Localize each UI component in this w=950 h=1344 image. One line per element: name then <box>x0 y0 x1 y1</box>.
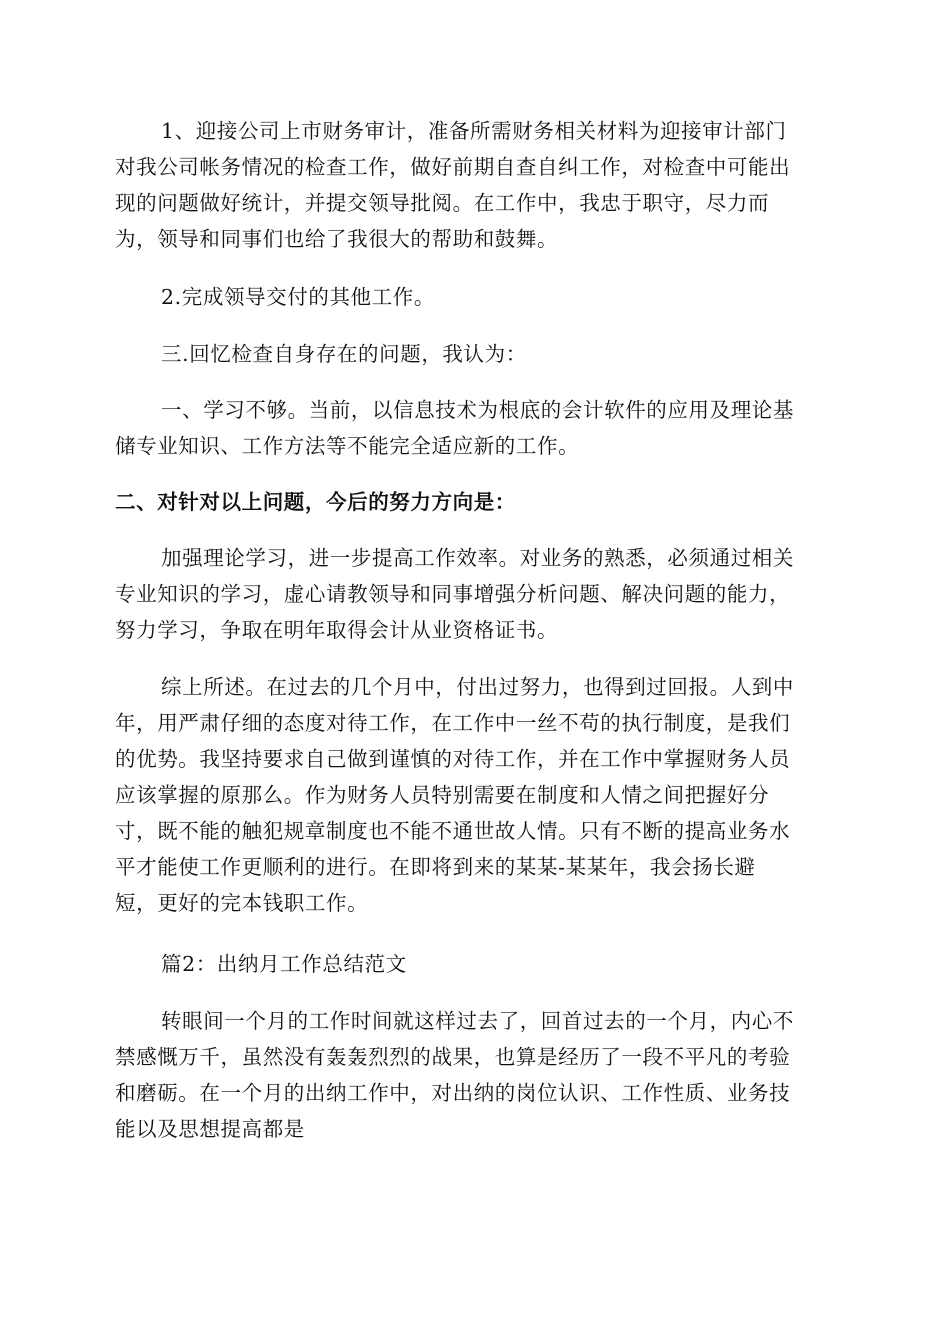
text-line: 的优势。我坚持要求自己做到谨慎的对待工作，并在工作中掌握财务人员 <box>115 747 791 771</box>
text-line: 加强理论学习，进一步提高工作效率。对业务的熟悉，必须通过相关 <box>161 546 794 570</box>
text-line: 现的问题做好统计，并提交领导批阅。在工作中，我忠于职守，尽力而 <box>115 191 770 215</box>
text-line: 为，领导和同事们也给了我很大的帮助和鼓舞。 <box>115 227 559 251</box>
paragraph-improvement <box>115 540 835 648</box>
text-line: 综上所述。在过去的几个月中，付出过努力，也得到过回报。人到中 <box>161 675 794 699</box>
article-title <box>115 946 835 982</box>
paragraph-cashier-intro <box>115 1003 835 1147</box>
text-line: 平才能使工作更顺利的进行。在即将到来的某某-某某年，我会扬长避 <box>115 855 756 879</box>
paragraph-learning <box>115 392 835 464</box>
paragraph-summary <box>115 669 835 921</box>
text-line: 储专业知识、工作方法等不能完全适应新的工作。 <box>115 434 580 458</box>
title-line: 篇2：出纳月工作总结范文 <box>161 952 407 976</box>
text-line: 转眼间一个月的工作时间就这样过去了，回首过去的一个月，内心不 <box>161 1009 794 1033</box>
text-line: 寸，既不能的触犯规章制度也不能不通世故人情。只有不断的提高业务水 <box>115 819 791 843</box>
paragraph-self-review <box>115 336 835 372</box>
text-line: 一、学习不够。当前，以信息技术为根底的会计软件的应用及理论基 <box>161 398 794 422</box>
text-line: 禁感慨万千，虽然没有轰轰烈烈的战果，也算是经历了一段不平凡的考验 <box>115 1045 791 1069</box>
paragraph-audit <box>115 113 835 257</box>
paragraph-other-tasks <box>115 279 835 315</box>
text-line: 对我公司帐务情况的检查工作，做好前期自查自纠工作，对检查中可能出 <box>115 155 791 179</box>
text-line: 年，用严肃仔细的态度对待工作，在工作中一丝不苟的执行制度，是我们 <box>115 711 791 735</box>
text-line: 2.完成领导交付的其他工作。 <box>161 285 435 309</box>
text-line: 短，更好的完本钱职工作。 <box>115 891 369 915</box>
heading-line: 二、对针对以上问题，今后的努力方向是： <box>115 490 516 514</box>
text-line: 努力学习，争取在明年取得会计从业资格证书。 <box>115 618 559 642</box>
text-line: 应该掌握的原那么。作为财务人员特别需要在制度和人情之间把握好分 <box>115 783 770 807</box>
section-heading <box>115 484 835 520</box>
text-line: 专业知识的学习，虚心请教领导和同事增强分析问题、解决问题的能力， <box>115 582 791 606</box>
text-line: 和磨砺。在一个月的出纳工作中，对出纳的岗位认识、工作性质、业务技 <box>115 1081 791 1105</box>
text-line: 1、迎接公司上市财务审计，准备所需财务相关材料为迎接审计部门 <box>161 119 787 143</box>
text-line: 三.回忆检查自身存在的问题，我认为： <box>161 342 527 366</box>
text-line: 能以及思想提高都是 <box>115 1117 305 1141</box>
